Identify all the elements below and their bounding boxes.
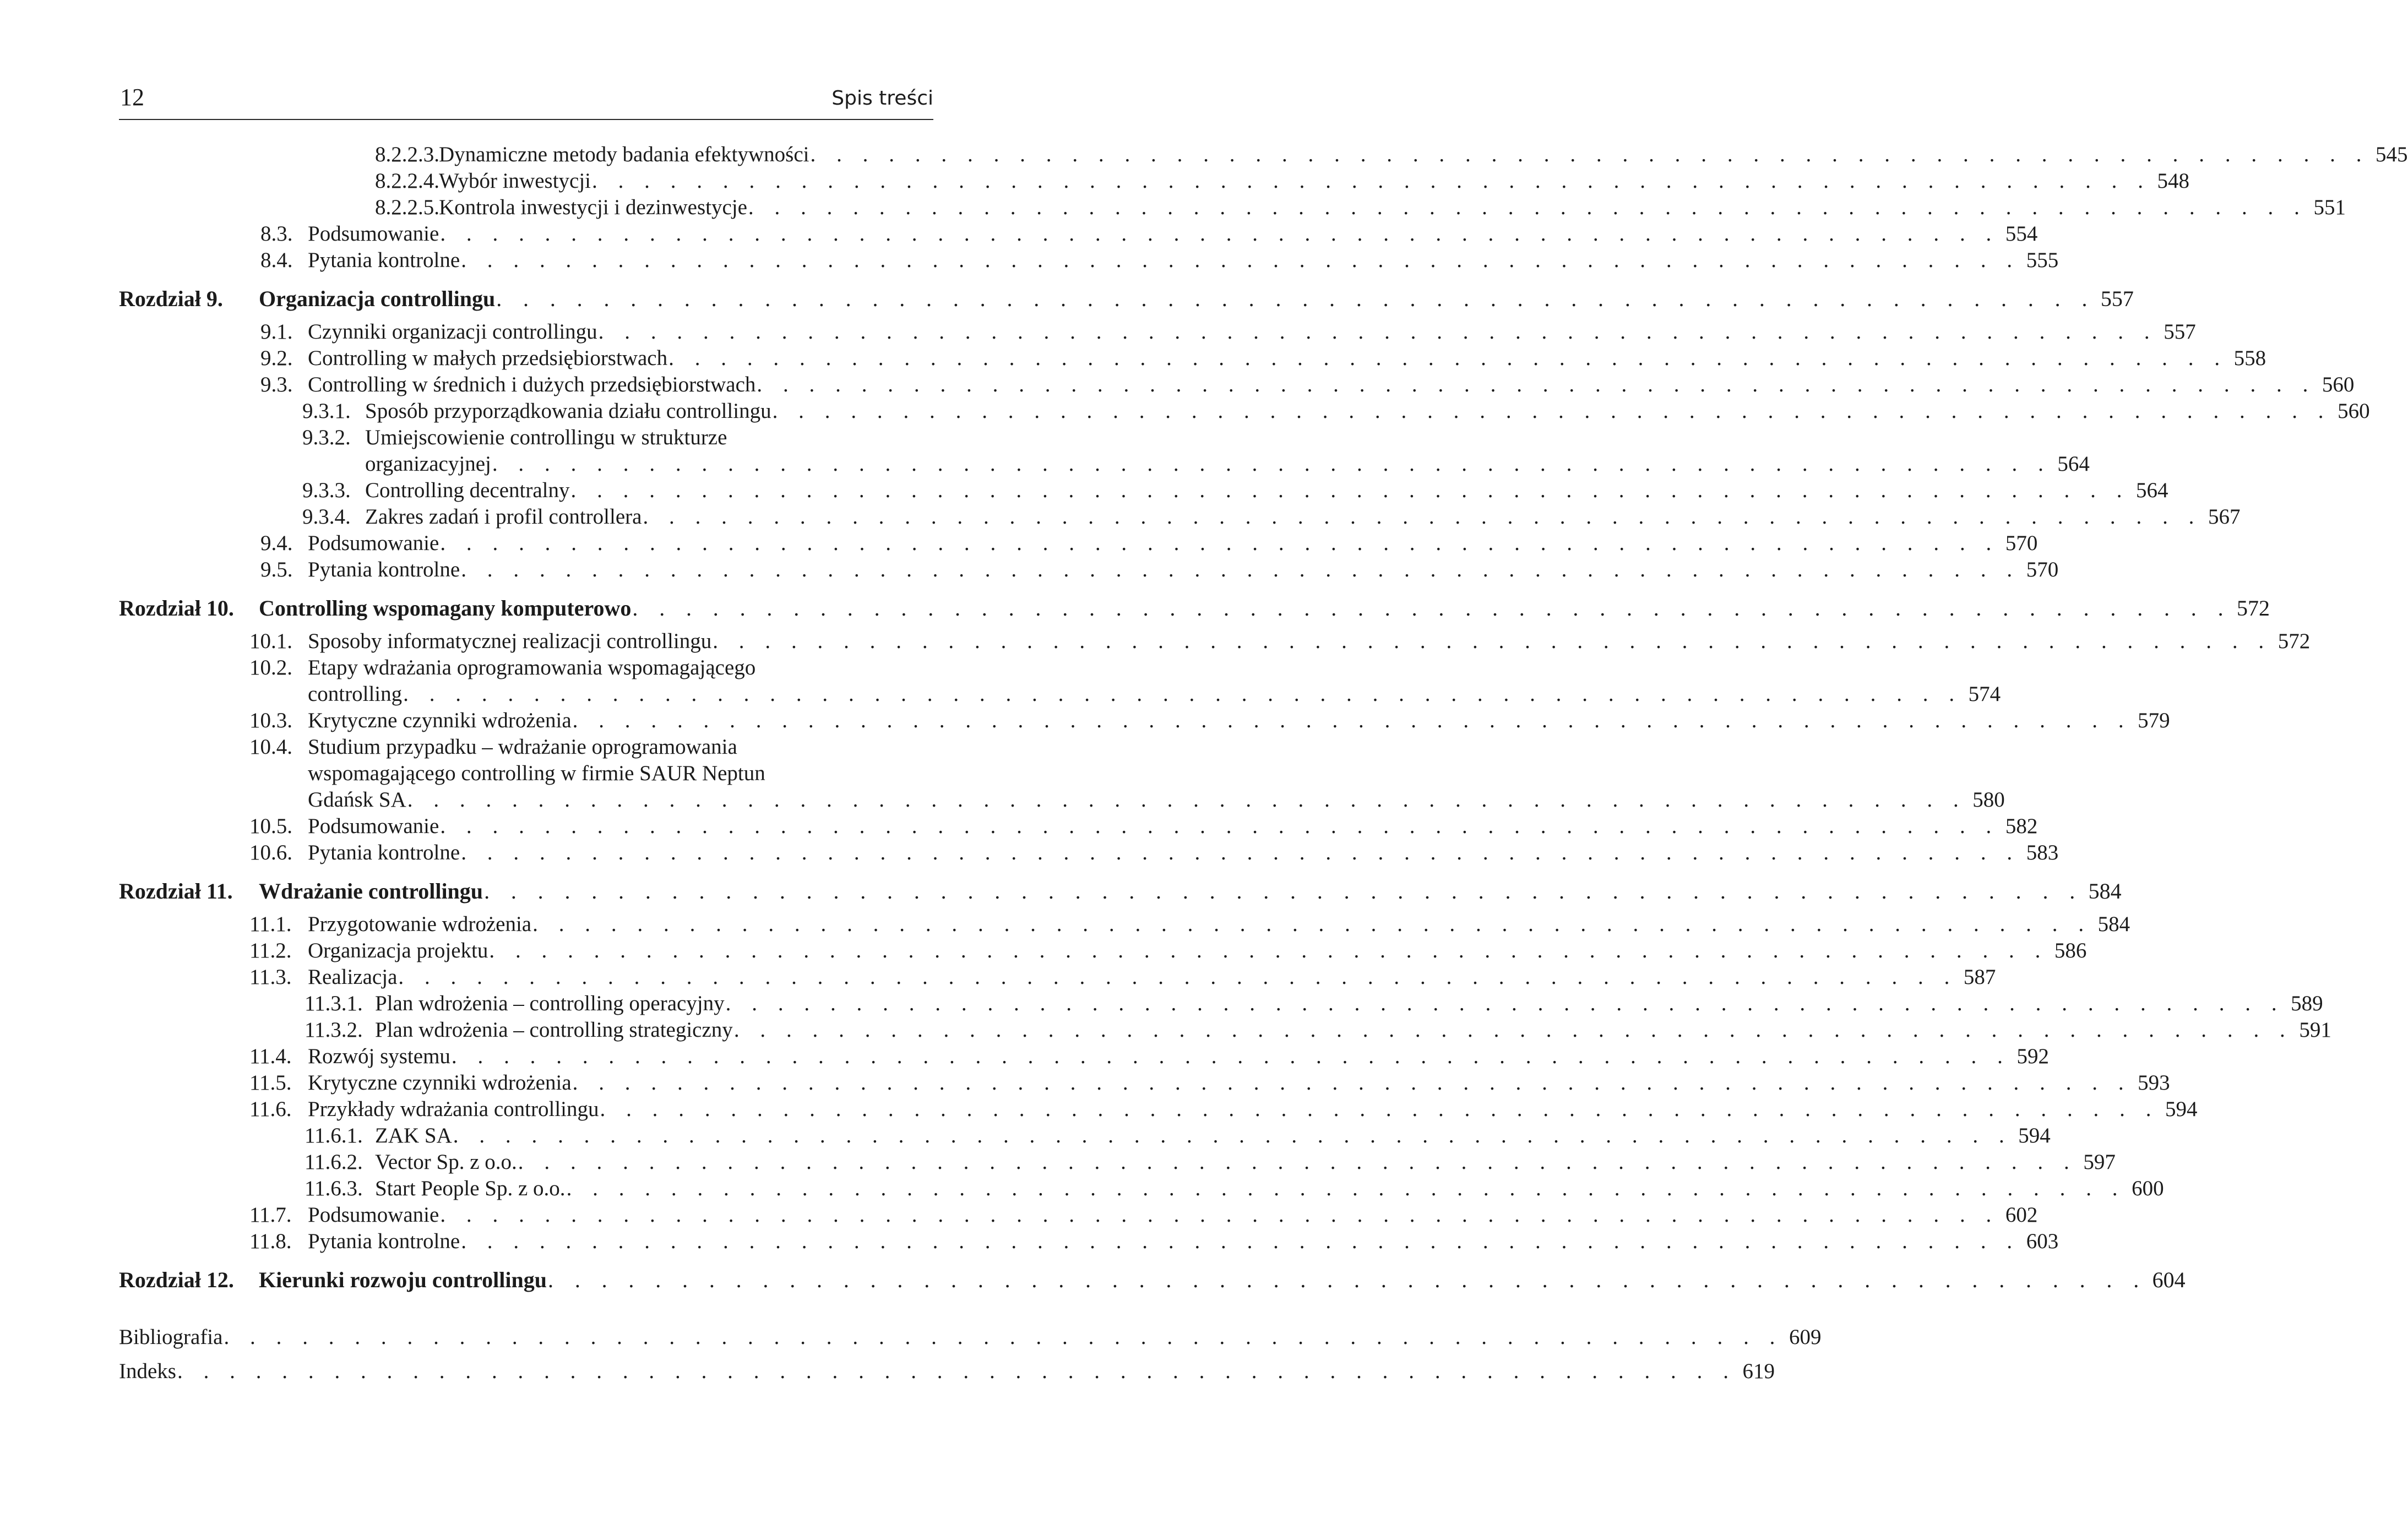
toc-chapter-number: Rozdział 11. (119, 879, 233, 903)
toc-page: 584 (2097, 912, 2130, 936)
toc-title: Zakres zadań i profil controllera (365, 505, 642, 529)
toc-title: Realizacja (308, 965, 398, 989)
toc-number: 9.3.2. (302, 426, 351, 449)
toc-title: Podsumowanie (308, 531, 439, 555)
toc-title: Pytania kontrolne (308, 1229, 460, 1253)
toc-leader: . . . . . . . . . . . . . . . . . . . . . . . . . . . . . . . . . . . . . . . . . . . . . . . . . . . . . . . . . . . . (489, 939, 2048, 962)
toc-leader: . . . . . . . . . . . . . . . . . . . . . . . . . . . . . . . . . . . . . . . . . . . . . . . . . . . . . . . . . . . . (177, 1359, 1736, 1383)
toc-number: 11.1. (249, 912, 292, 936)
toc-entry (249, 734, 933, 760)
toc-number: 11.4. (249, 1044, 292, 1068)
toc-title: Wybór inwestycji (439, 169, 591, 193)
toc-number: 8.2.2.3. (375, 143, 439, 166)
toc-number: 8.2.2.4. (375, 169, 439, 193)
toc-chapter-title: Organizacja controllingu (259, 286, 496, 311)
toc-number: 8.2.2.5. (375, 195, 439, 219)
toc-number: 9.3.1. (302, 399, 351, 423)
toc-leader: . . . . . . . . . . . . . . . . . . . . . . . . . . . . . . . . . . . . . . . . . . . . . . . . . . . . . . . . . . . . (757, 373, 2316, 396)
toc-entry (249, 965, 1996, 990)
toc-entry (260, 557, 2059, 583)
toc-leader: . . . . . . . . . . . . . . . . . . . . . . . . . . . . . . . . . . . . . . . . . . . . . . . . . . . . . . . . . . . . (224, 1325, 1783, 1349)
toc-title: Umiejscowienie controllingu w strukturze (365, 426, 727, 449)
toc-leader: . . . . . . . . . . . . . . . . . . . . . . . . . . . . . . . . . . . . . . . . . . . . . . . . . . . . . . . . . . . . (440, 222, 1999, 246)
toc-title-continuation: organizacyjnej (365, 452, 491, 476)
toc-title: Podsumowanie (308, 814, 439, 838)
toc-leader: . . . . . . . . . . . . . . . . . . . . . . . . . . . . . . . . . . . . . . . . . . . . . . . . . . . . . . . . . . . . (461, 248, 2020, 272)
toc-title: Przykłady wdrażania controllingu (308, 1097, 599, 1121)
toc-leader: . . . . . . . . . . . . . . . . . . . . . . . . . . . . . . . . . . . . . . . . . . . . . . . . . . . . . . . . . . . . (451, 1044, 2010, 1068)
toc-entry (249, 1044, 2049, 1069)
toc-page: 560 (2322, 373, 2355, 396)
toc-entry (249, 1202, 2038, 1228)
toc-entry (302, 399, 2370, 424)
toc-entry (249, 655, 933, 681)
toc-title: Pytania kontrolne (308, 558, 460, 581)
toc-number: 11.5. (249, 1071, 292, 1095)
toc-leader: . . . . . . . . . . . . . . . . . . . . . . . . . . . . . . . . . . . . . . . . . . . . . . . . . . . . . . . . . . . . (748, 195, 2307, 219)
toc-page: 582 (2005, 814, 2038, 838)
toc-entry (302, 504, 2241, 530)
toc-number: 11.6. (249, 1097, 292, 1121)
toc-chapter-title: Controlling wspomagany komputerowo (259, 596, 632, 620)
toc-title-continuation: controlling (308, 682, 403, 706)
toc-leader: . . . . . . . . . . . . . . . . . . . . . . . . . . . . . . . . . . . . . . . . . . . . . . . . . . . . . . . . . . . . (440, 1203, 1999, 1227)
toc-chapter-title: Kierunki rozwoju controllingu (259, 1267, 547, 1292)
toc-leader: . . . . . . . . . . . . . . . . . . . . . . . . . . . . . . . . . . . . . . . . . . . . . . . . . . . . . . . . . . . . (643, 505, 2202, 529)
toc-number: 11.3.1. (305, 992, 363, 1015)
toc-entry (375, 195, 2346, 220)
toc-number: 11.6.2. (305, 1150, 363, 1174)
toc-entry-continuation (308, 761, 933, 786)
toc-page: 586 (2054, 939, 2087, 962)
toc-number: 10.3. (249, 709, 292, 732)
toc-title: Pytania kontrolne (308, 841, 460, 864)
toc-title: Organizacja projektu (308, 939, 488, 962)
toc-page: 600 (2132, 1177, 2164, 1200)
toc-title: Sposób przyporządkowania działu controllingu (365, 399, 771, 423)
toc-page: 572 (2237, 596, 2270, 620)
toc-title: Controlling decentralny (365, 478, 570, 502)
toc-page: 580 (1972, 788, 2005, 812)
toc-page: 591 (2299, 1018, 2331, 1042)
toc-leader: . . . . . . . . . . . . . . . . . . . . . . . . . . . . . . . . . . . . . . . . . . . . . . . . . . . . . . . . . . . . (566, 1177, 2126, 1200)
page-number: 12 (120, 84, 144, 111)
toc-page: 579 (2138, 709, 2170, 732)
toc-page: 594 (2018, 1124, 2051, 1147)
toc-number: 10.5. (249, 814, 292, 838)
toc-number: 9.4. (260, 531, 293, 555)
toc-number: 10.2. (249, 656, 292, 679)
toc-entry (260, 248, 2059, 273)
toc-page: 567 (2208, 505, 2241, 529)
toc-entry-continuation (365, 451, 2090, 477)
toc-leader: . . . . . . . . . . . . . . . . . . . . . . . . . . . . . . . . . . . . . . . . . . . . . . . . . . . . . . . . . . . . (600, 1097, 2159, 1121)
toc-entry (249, 708, 2170, 733)
toc-chapter (119, 879, 2122, 904)
toc-chapter (119, 1267, 2186, 1293)
toc-title: Controlling w średnich i dużych przedsiębiorstwach (308, 373, 756, 396)
toc-page: 583 (2026, 841, 2059, 864)
toc-entry (260, 531, 2038, 556)
toc-entry (260, 346, 2266, 371)
toc-leader: . . . . . . . . . . . . . . . . . . . . . . . . . . . . . . . . . . . . . . . . . . . . . . . . . . . . . . . . . . . . (453, 1124, 2012, 1147)
toc-leader: . . . . . . . . . . . . . . . . . . . . . . . . . . . . . . . . . . . . . . . . . . . . . . . . . . . . . . . . . . . . (407, 788, 1966, 812)
toc-number: 9.3.4. (302, 505, 351, 529)
toc-entry (375, 142, 2408, 167)
toc-title-continuation: wspomagającego controlling w firmie SAUR Neptun (308, 761, 765, 785)
toc-page: 574 (1968, 682, 2001, 706)
toc-backmatter (119, 1359, 1775, 1384)
toc-chapter-number: Rozdział 10. (119, 596, 234, 620)
toc-entry (249, 938, 2087, 964)
toc-page: 593 (2138, 1071, 2170, 1095)
toc-chapter-number: Rozdział 9. (119, 286, 223, 311)
toc-entry-continuation (308, 682, 2001, 707)
toc-entry (249, 1070, 2170, 1096)
toc-page: 545 (2376, 143, 2408, 166)
toc-title: Rozwój systemu (308, 1044, 450, 1068)
toc-title: Pytania kontrolne (308, 248, 460, 272)
toc-entry (249, 1229, 2059, 1254)
toc-entry (249, 912, 2130, 937)
toc-leader: . . . . . . . . . . . . . . . . . . . . . . . . . . . . . . . . . . . . . . . . . . . . . . . . . . . . . . . . . . . . (570, 478, 2130, 502)
toc-number: 11.3. (249, 965, 292, 989)
toc-page: 555 (2026, 248, 2059, 272)
toc-page: 604 (2152, 1267, 2186, 1292)
running-title: Spis treści (831, 87, 933, 110)
toc-title: Podsumowanie (308, 1203, 439, 1227)
toc-title: Bibliografia (119, 1325, 223, 1349)
toc-chapter-title: Wdrażanie controllingu (259, 879, 483, 903)
toc-leader: . . . . . . . . . . . . . . . . . . . . . . . . . . . . . . . . . . . . . . . . . . . . . . . . . . . . . . . . . . . . (632, 596, 2231, 620)
toc-title: Sposoby informatycznej realizacji controllingu (308, 629, 712, 653)
toc-title: ZAK SA (375, 1124, 452, 1147)
toc-entry (305, 1123, 2051, 1148)
toc-page: 548 (2157, 169, 2190, 193)
toc-number: 9.5. (260, 558, 293, 581)
toc-title: Etapy wdrażania oprogramowania wspomagającego (308, 656, 756, 679)
toc-entry (249, 1097, 2198, 1122)
toc-number: 8.4. (260, 248, 293, 272)
toc-entry (375, 168, 2190, 194)
page-header (119, 83, 933, 120)
toc-page: 584 (2088, 879, 2122, 903)
toc-leader: . . . . . . . . . . . . . . . . . . . . . . . . . . . . . . . . . . . . . . . . . . . . . . . . . . . . . . . . . . . . (461, 1229, 2020, 1253)
toc-page: 558 (2233, 346, 2266, 370)
toc-chapter (119, 286, 2134, 312)
toc-number: 8.3. (260, 222, 293, 246)
toc-number: 9.2. (260, 346, 293, 370)
toc-leader: . . . . . . . . . . . . . . . . . . . . . . . . . . . . . . . . . . . . . . . . . . . . . . . . . . . . . . . . . . . . (572, 1071, 2132, 1095)
toc-title: Start People Sp. z o.o. (375, 1177, 566, 1200)
toc-chapter (119, 596, 2270, 621)
toc-entry (249, 629, 2311, 654)
toc-leader: . . . . . . . . . . . . . . . . . . . . . . . . . . . . . . . . . . . . . . . . . . . . . . . . . . . . . . . . . . . . (668, 346, 2228, 370)
toc-leader: . . . . . . . . . . . . . . . . . . . . . . . . . . . . . . . . . . . . . . . . . . . . . . . . . . . . . . . . . . . . (598, 320, 2157, 344)
toc-leader: . . . . . . . . . . . . . . . . . . . . . . . . . . . . . . . . . . . . . . . . . . . . . . . . . . . . . . . . . . . . (592, 169, 2151, 193)
toc-leader: . . . . . . . . . . . . . . . . . . . . . . . . . . . . . . . . . . . . . . . . . . . . . . . . . . . . . . . . . . . . (548, 1267, 2147, 1292)
toc-number: 9.3. (260, 373, 293, 396)
toc-entry (305, 1150, 2116, 1175)
toc-entry (305, 1176, 2164, 1201)
toc-title: Podsumowanie (308, 222, 439, 246)
toc-title: Kontrola inwestycji i dezinwestycje (439, 195, 747, 219)
toc-entry (249, 814, 2038, 839)
toc-page: 570 (2026, 558, 2059, 581)
toc-entry (305, 991, 2323, 1016)
toc-page: 619 (1742, 1359, 1775, 1383)
toc-leader: . . . . . . . . . . . . . . . . . . . . . . . . . . . . . . . . . . . . . . . . . . . . . . . . . . . . . . . . . . . . (461, 841, 2020, 864)
toc-title: Czynniki organizacji controllingu (308, 320, 597, 344)
toc-backmatter (119, 1325, 1822, 1350)
toc-number: 10.6. (249, 841, 292, 864)
toc-leader: . . . . . . . . . . . . . . . . . . . . . . . . . . . . . . . . . . . . . . . . . . . . . . . . . . . . . . . . . . . . (403, 682, 1963, 706)
toc-number: 11.3.2. (305, 1018, 363, 1042)
toc-leader: . . . . . . . . . . . . . . . . . . . . . . . . . . . . . . . . . . . . . . . . . . . . . . . . . . . . . . . . . . . . (440, 814, 1999, 838)
toc-entry-continuation (308, 787, 2005, 813)
toc-page: 554 (2005, 222, 2038, 246)
toc-title: Dynamiczne metody badania efektywności (439, 143, 809, 166)
toc-leader: . . . . . . . . . . . . . . . . . . . . . . . . . . . . . . . . . . . . . . . . . . . . . . . . . . . . . . . . . . . . (518, 1150, 2077, 1174)
toc-page: 597 (2083, 1150, 2116, 1174)
toc-leader: . . . . . . . . . . . . . . . . . . . . . . . . . . . . . . . . . . . . . . . . . . . . . . . . . . . . . . . . . . . . (572, 709, 2132, 732)
toc-number: 10.4. (249, 735, 292, 759)
toc-entry (260, 319, 2196, 345)
toc-page: 557 (2164, 320, 2196, 344)
toc-leader: . . . . . . . . . . . . . . . . . . . . . . . . . . . . . . . . . . . . . . . . . . . . . . . . . . . . . . . . . . . . (713, 629, 2272, 653)
toc-page: 557 (2100, 286, 2134, 311)
toc-leader: . . . . . . . . . . . . . . . . . . . . . . . . . . . . . . . . . . . . . . . . . . . . . . . . . . . . . . . . . . . . (532, 912, 2092, 936)
toc-page: 602 (2005, 1203, 2038, 1227)
toc-page: 594 (2165, 1097, 2198, 1121)
toc-number: 9.3.3. (302, 478, 351, 502)
toc-number: 11.6.1. (305, 1124, 363, 1147)
toc-entry (249, 840, 2059, 866)
toc-number: 11.8. (249, 1229, 292, 1253)
toc-leader: . . . . . . . . . . . . . . . . . . . . . . . . . . . . . . . . . . . . . . . . . . . . . . . . . . . . . . . . . . . . (496, 286, 2095, 311)
toc-title: Plan wdrożenia – controlling operacyjny (375, 992, 725, 1015)
toc-page: 587 (1963, 965, 1996, 989)
toc-page: 560 (2338, 399, 2370, 423)
toc-number: 11.7. (249, 1203, 292, 1227)
toc-page: 570 (2005, 531, 2038, 555)
toc-leader: . . . . . . . . . . . . . . . . . . . . . . . . . . . . . . . . . . . . . . . . . . . . . . . . . . . . . . . . . . . . (725, 992, 2285, 1015)
toc-page: 564 (2136, 478, 2168, 502)
toc-page: 592 (2016, 1044, 2049, 1068)
toc-number: 10.1. (249, 629, 292, 653)
toc-title: Przygotowanie wdrożenia (308, 912, 532, 936)
toc-number: 11.2. (249, 939, 292, 962)
toc-entry (305, 1017, 2331, 1043)
toc-leader: . . . . . . . . . . . . . . . . . . . . . . . . . . . . . . . . . . . . . . . . . . . . . . . . . . . . . . . . . . . . (461, 558, 2020, 581)
toc-page: 603 (2026, 1229, 2059, 1253)
toc-title: Controlling w małych przedsiębiorstwach (308, 346, 668, 370)
toc-title: Plan wdrożenia – controlling strategiczny (375, 1018, 733, 1042)
toc-leader: . . . . . . . . . . . . . . . . . . . . . . . . . . . . . . . . . . . . . . . . . . . . . . . . . . . . . . . . . . . . (772, 399, 2331, 423)
toc-entry (302, 478, 2168, 503)
toc-page: 564 (2057, 452, 2090, 476)
toc-page: 572 (2277, 629, 2311, 653)
toc-page: 589 (2291, 992, 2323, 1015)
toc-title: Krytyczne czynniki wdrożenia (308, 709, 572, 732)
toc-title: Krytyczne czynniki wdrożenia (308, 1071, 572, 1095)
toc-chapter-number: Rozdział 12. (119, 1267, 234, 1292)
toc-leader: . . . . . . . . . . . . . . . . . . . . . . . . . . . . . . . . . . . . . . . . . . . . . . . . . . . . . . . . . . . . (398, 965, 1958, 989)
toc-leader: . . . . . . . . . . . . . . . . . . . . . . . . . . . . . . . . . . . . . . . . . . . . . . . . . . . . . . . . . . . . (484, 879, 2083, 903)
toc-leader: . . . . . . . . . . . . . . . . . . . . . . . . . . . . . . . . . . . . . . . . . . . . . . . . . . . . . . . . . . . . (810, 143, 2369, 166)
toc-title: Studium przypadku – wdrażanie oprogramowania (308, 735, 737, 759)
toc-entry (260, 372, 2355, 398)
toc-leader: . . . . . . . . . . . . . . . . . . . . . . . . . . . . . . . . . . . . . . . . . . . . . . . . . . . . . . . . . . . . (492, 452, 2051, 476)
toc-number: 9.1. (260, 320, 293, 344)
toc-leader: . . . . . . . . . . . . . . . . . . . . . . . . . . . . . . . . . . . . . . . . . . . . . . . . . . . . . . . . . . . . (733, 1018, 2293, 1042)
toc-title-continuation: Gdańsk SA (308, 788, 406, 812)
toc-entry (260, 221, 2038, 247)
toc-number: 11.6.3. (305, 1177, 363, 1200)
toc-leader: . . . . . . . . . . . . . . . . . . . . . . . . . . . . . . . . . . . . . . . . . . . . . . . . . . . . . . . . . . . . (440, 531, 1999, 555)
toc-page: 609 (1789, 1325, 1822, 1349)
toc-entry (302, 425, 933, 450)
toc-page: 551 (2313, 195, 2346, 219)
toc-title: Vector Sp. z o.o. (375, 1150, 517, 1174)
toc-title: Indeks (119, 1359, 176, 1383)
